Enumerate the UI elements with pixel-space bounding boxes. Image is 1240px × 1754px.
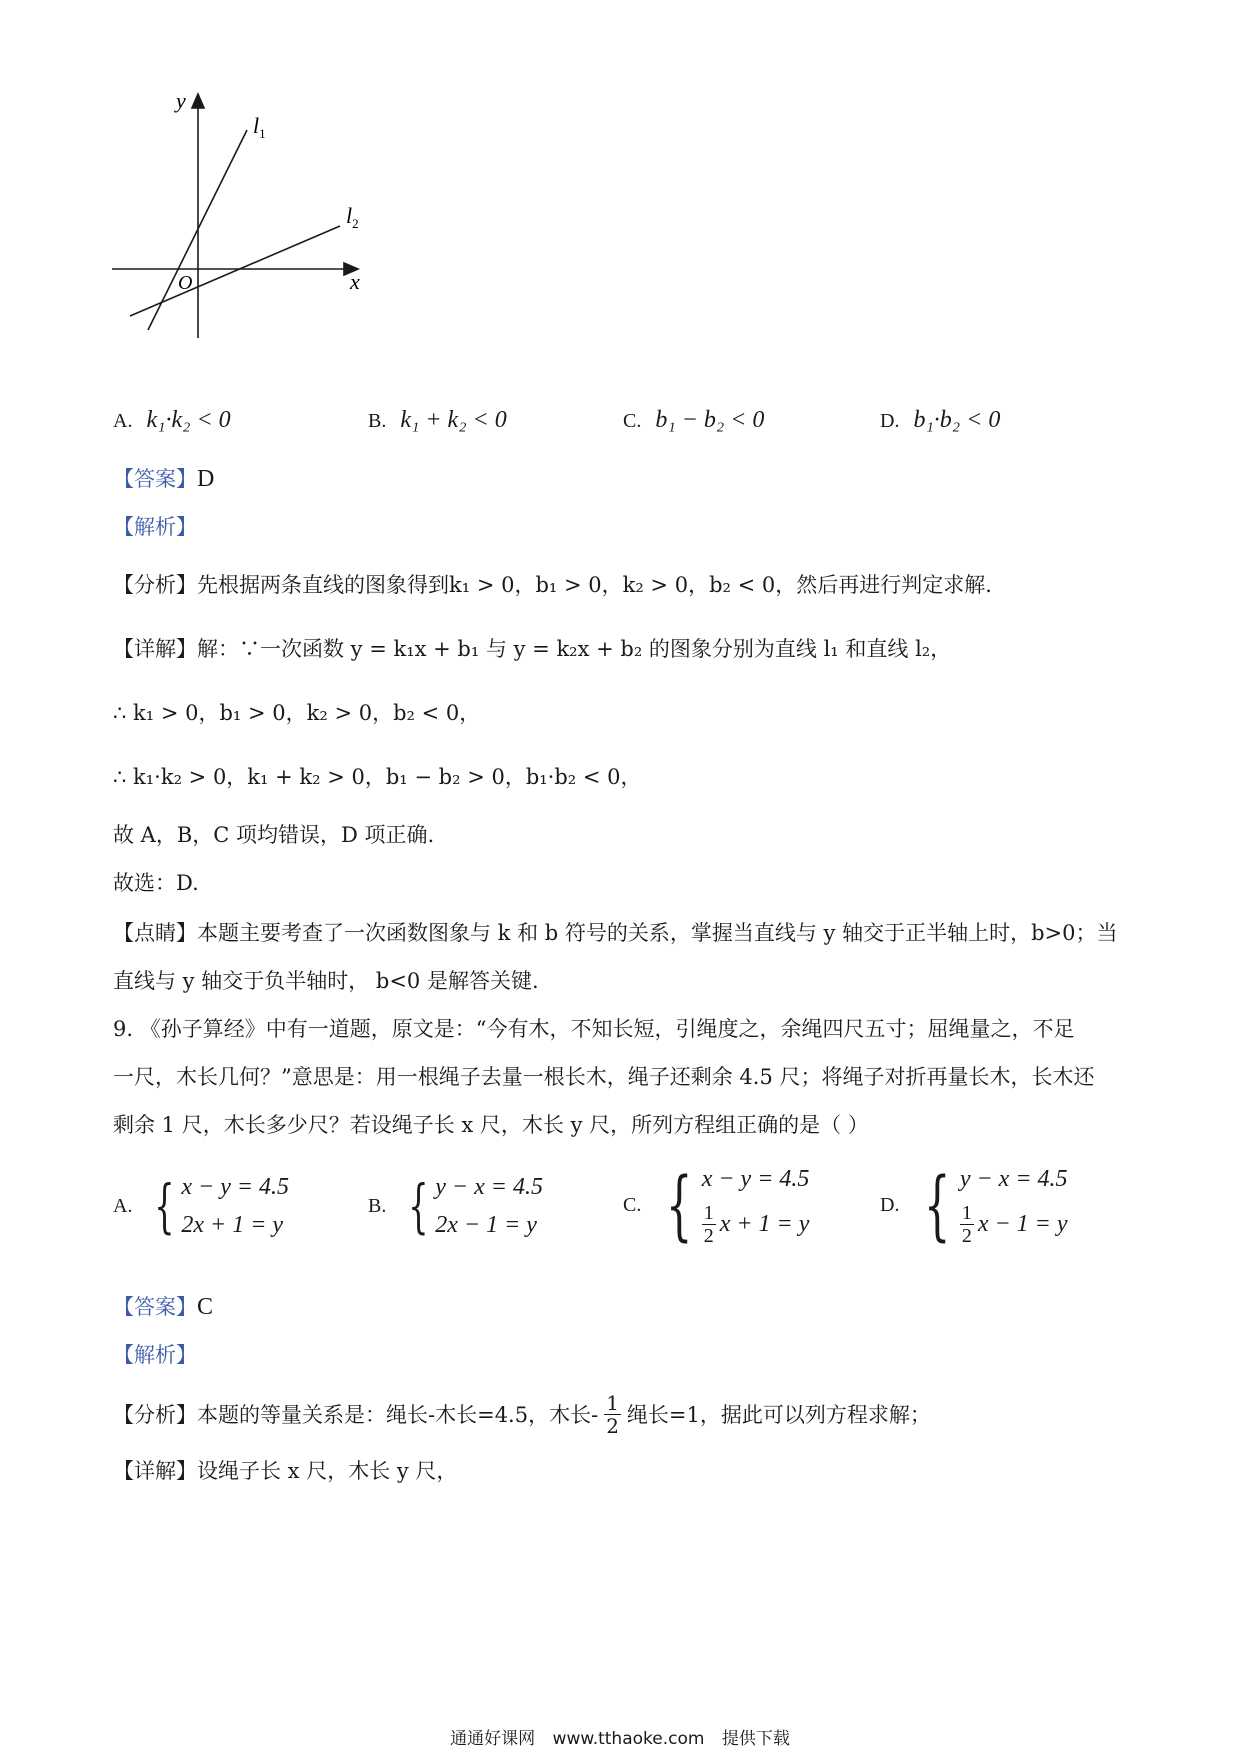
q9-stem-line-2: 一尺，木长几何？”意思是：用一根绳子去量一根长木，绳子还剩余 4.5 尺；将绳子对折再量长木，长木还 bbox=[113, 1065, 1095, 1089]
line-l2 bbox=[130, 226, 340, 316]
y-axis-arrow bbox=[192, 94, 204, 108]
l2-label: $l_2$ bbox=[346, 203, 359, 231]
brace-icon: { bbox=[924, 1160, 951, 1249]
q9-option-b: B. { y − x = 4.5 2x − 1 = y bbox=[368, 1172, 543, 1240]
x-axis-label: x bbox=[350, 269, 360, 294]
q8-option-d: D. b₁·b₂ < 0 bbox=[880, 407, 1001, 433]
q9-stem-line-3: 剩余 1 尺，木长多少尺？若设绳子长 x 尺，木长 y 尺，所列方程组正确的是（ ） bbox=[113, 1113, 869, 1137]
q9-option-c: C. { x − y = 4.5 $\frac{1}{2}$ x + 1 = y bbox=[623, 1160, 810, 1249]
q9-analysis-tag: 【解析】 bbox=[113, 1343, 197, 1367]
q8-option-b: B. k₁ + k₂ < 0 bbox=[368, 407, 507, 433]
brace-icon: { bbox=[666, 1160, 693, 1249]
q9-answer: 【答案】C bbox=[113, 1294, 214, 1320]
q9-xiangjie: 【详解】设绳子长 x 尺，木长 y 尺， bbox=[113, 1459, 458, 1483]
q9-option-d: D. { y − x = 4.5 $\frac{1}{2}$ x − 1 = y bbox=[880, 1160, 1068, 1249]
q8-dianjing-line-2: 直线与 y 轴交于负半轴时， b<0 是解答关键. bbox=[113, 969, 539, 993]
brace-icon: { bbox=[154, 1172, 176, 1240]
q8-option-c: C. b₁ − b₂ < 0 bbox=[623, 407, 765, 433]
q9-fenxi: 【分析】 本题的等量关系是：绳长-木长=4.5，木长- $\frac{1}{2}$ 绳长=1，据此可以列方程求解； bbox=[113, 1391, 931, 1438]
footer-url[interactable]: www.tthaoke.com bbox=[552, 1729, 705, 1749]
q8-step-2: ∴ k₁·k₂ > 0，k₁ + k₂ > 0，b₁ − b₂ > 0，b₁·b₂ < 0， bbox=[113, 765, 642, 789]
answer-tag: 【答案】 bbox=[113, 467, 197, 491]
page-footer bbox=[0, 1724, 1240, 1749]
answer-tag: 【答案】 bbox=[113, 1295, 197, 1319]
q8-fenxi: 【分析】先根据两条直线的图象得到k₁ > 0，b₁ > 0，k₂ > 0，b₂ < 0，然后再进行判定求解. bbox=[113, 573, 992, 597]
q8-step-3: 故 A，B，C 项均错误，D 项正确. bbox=[113, 823, 435, 847]
footer-note: 提供下载 bbox=[721, 1729, 790, 1749]
q9-option-a: A. { x − y = 4.5 2x + 1 = y bbox=[113, 1172, 290, 1240]
q8-analysis-tag: 【解析】 bbox=[113, 515, 197, 539]
brace-icon: { bbox=[408, 1172, 429, 1240]
q8-xiangjie: 【详解】解：∵一次函数 y = k₁x + b₁ 与 y = k₂x + b₂ 的图象分别为直线 l₁ 和直线 l₂， bbox=[113, 637, 952, 661]
footer-site: 通通好课网 bbox=[450, 1729, 536, 1749]
q9-stem-line-1: 9. 《孙子算经》中有一道题，原文是：“今有木，不知长短，引绳度之，余绳四尺五寸；屈绳量之，不足 bbox=[113, 1017, 1075, 1041]
y-axis-label: y bbox=[176, 88, 186, 113]
q8-option-a: A. k₁·k₂ < 0 bbox=[113, 407, 231, 433]
q8-answer: 【答案】D bbox=[113, 466, 215, 492]
origin-label: O bbox=[178, 272, 193, 294]
q8-step-1: ∴ k₁ > 0，b₁ > 0，k₂ > 0，b₂ < 0， bbox=[113, 701, 481, 725]
q8-step-4: 故选：D. bbox=[113, 871, 199, 895]
line-graph bbox=[100, 88, 420, 350]
l1-label: $l_1$ bbox=[253, 113, 266, 141]
q8-dianjing-line-1: 【点睛】本题主要考查了一次函数图象与 k 和 b 符号的关系，掌握当直线与 y 轴交于正半轴上时，b>0；当 bbox=[113, 921, 1118, 945]
